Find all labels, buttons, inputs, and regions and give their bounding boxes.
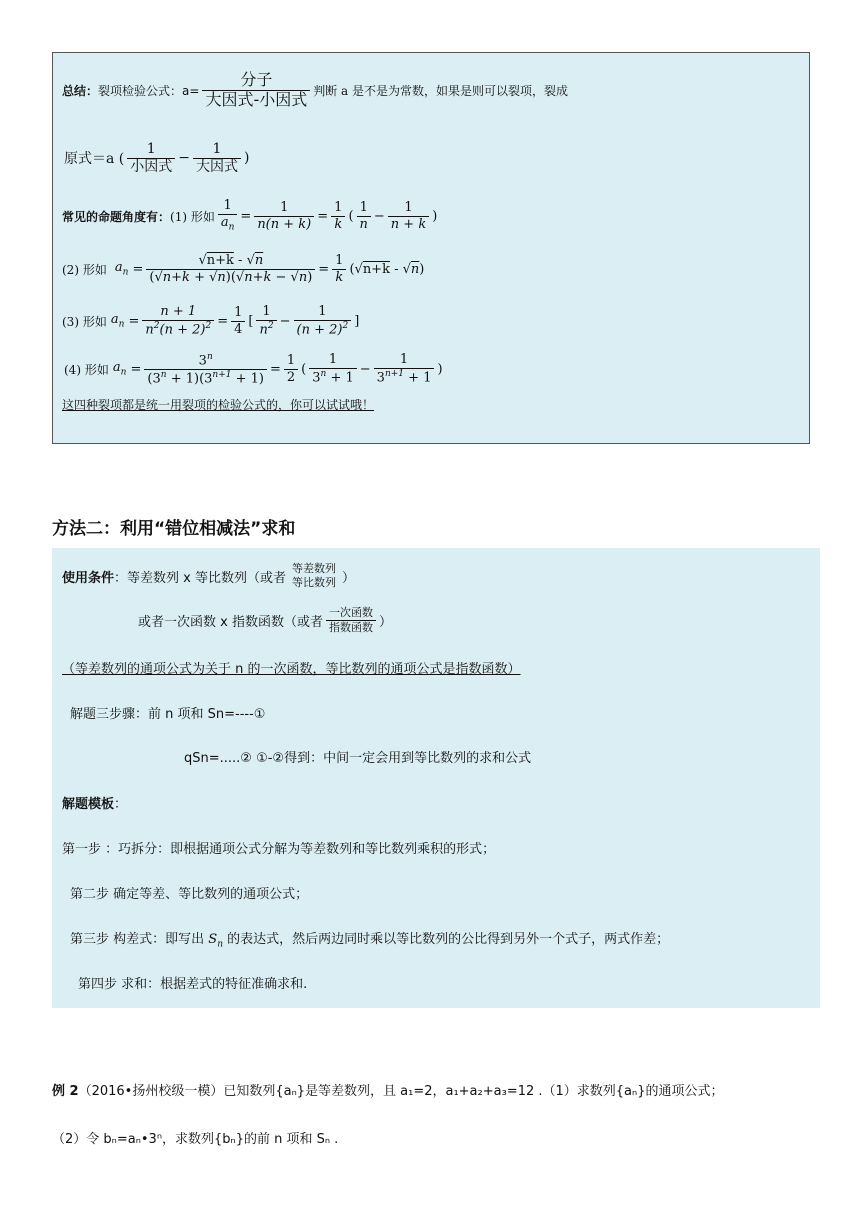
- step-2: 第二步 确定等差、等比数列的通项公式；: [70, 887, 309, 902]
- original-prefix: 原式＝a (: [64, 151, 125, 167]
- method2-heading: 方法二：利用“错位相减法”求和: [52, 519, 296, 539]
- condition-label: 使用条件: [62, 570, 115, 586]
- small-factor-fraction: $\frac{1}{\text{小因式}}$: [127, 142, 175, 174]
- step-3: 第三步 构差式：即写出 $S_n$ 的表达式，然后两边同时乘以等比数列的公比得到另外一个式子，两式作差；: [70, 932, 670, 950]
- condition-line: 使用条件 ：等差数列 x 等比数列（或者 等差数列 等比数列 ）: [62, 562, 355, 589]
- template-label: 解题模板: [62, 797, 115, 812]
- example-text-1: （2016•扬州校级一模）已知数列{aₙ}是等差数列，且 a₁=2，a₁+a₂+a₃=12 .（1）求数列{aₙ}的通项公式；: [78, 1084, 724, 1099]
- or-text: 或者一次函数 x 指数函数（或者: [138, 614, 323, 630]
- summary-footer: 这四种裂项都是统一用裂项的检验公式的，你可以试试哦！: [62, 398, 375, 412]
- summary-formula-line: [62, 70, 568, 110]
- original-formula-line: 原式＝a ( $\frac{1}{\text{小因式}}$ − $\frac{1}{\text{大因式}}$ ): [64, 140, 250, 175]
- case-4-label: (4) 形如: [64, 362, 109, 377]
- numerator: 分子: [240, 69, 273, 89]
- condition-text: ：等差数列 x 等比数列（或者: [114, 570, 286, 586]
- summary-label: 总结：: [62, 83, 99, 98]
- case-1-line: 常见的命题角度有： (1) 形如 $\frac{1}{a_n}$ = $\frac{1}{n(n + k)}$ = $\frac{1}{k}$ ( $\frac{1}{n}$ − $\frac{1}{n + k}$ ): [62, 198, 438, 233]
- method2-note: （等差数列的通项公式为关于 n 的一次函数，等比数列的通项公式是指数函数）: [62, 662, 521, 677]
- steps-intro: 解题三步骤：前 n 项和 Sn=----①: [70, 707, 266, 722]
- step-4: 第四步 求和：根据差式的特征准确求和.: [78, 977, 308, 992]
- case-1-label: (1) 形如: [170, 209, 215, 224]
- case-3-label: (3) 形如: [62, 314, 107, 329]
- step-1: 第一步 ：巧拆分：即根据通项公式分解为等差数列和等比数列乘积的形式；: [62, 842, 496, 857]
- case-2-label: (2) 形如: [62, 262, 107, 277]
- small-factor: 小因式: [127, 158, 175, 175]
- or-line: 或者一次函数 x 指数函数（或者 $\frac{\text{一次函数}}{\text{指数函数}}$ ）: [138, 605, 392, 634]
- check-fraction: [202, 69, 310, 109]
- steps-second: qSn=.....② ①-②得到：中间一定会用到等比数列的求和公式: [184, 751, 532, 766]
- big-factor-fraction: $\frac{1}{\text{大因式}}$: [193, 142, 241, 174]
- denominator: 大因式-小因式: [202, 90, 310, 109]
- judge-text: 判断 a 是不是为常数，如果是则可以裂项，裂成: [313, 83, 569, 98]
- big-factor: 大因式: [193, 158, 241, 175]
- sn-symbol: $S_n$: [208, 932, 223, 950]
- common-label: 常见的命题角度有：: [62, 209, 171, 224]
- example-line-1: [52, 1080, 723, 1099]
- formula-intro: 裂项检验公式：a=: [98, 83, 200, 98]
- example-label: 例 2: [52, 1084, 79, 1099]
- case-4-line: (4) 形如 $a_n$ = $\frac{3^n}{(3^n + 1)(3^{n+1} + 1)}$ = $\frac{1}{2}$ ( $\frac{1}{3^n + 1}$ − $\frac{1}{3^{n+1} + 1}$ ): [64, 351, 443, 386]
- case-3-line: (3) 形如 $a_n$ = $\frac{n + 1}{n^2(n + 2)^2}$ = $\frac{1}{4}$ [ $\frac{1}{n^2}$ − $\frac{1}{(n + 2)^2}$ ]: [62, 304, 360, 338]
- case-2-line: (2) 形如 $a_n$ = $\frac{√n+k - √n}{(√n+k + √n)(√n+k - √n)}$ = $\frac{1}{k}$ (√n+k - √n): [62, 252, 425, 285]
- template-line: 解题模板：: [62, 797, 128, 812]
- example-line-2: （2）令 bₙ=aₙ•3ⁿ，求数列{bₙ}的前 n 项和 Sₙ .: [52, 1132, 339, 1147]
